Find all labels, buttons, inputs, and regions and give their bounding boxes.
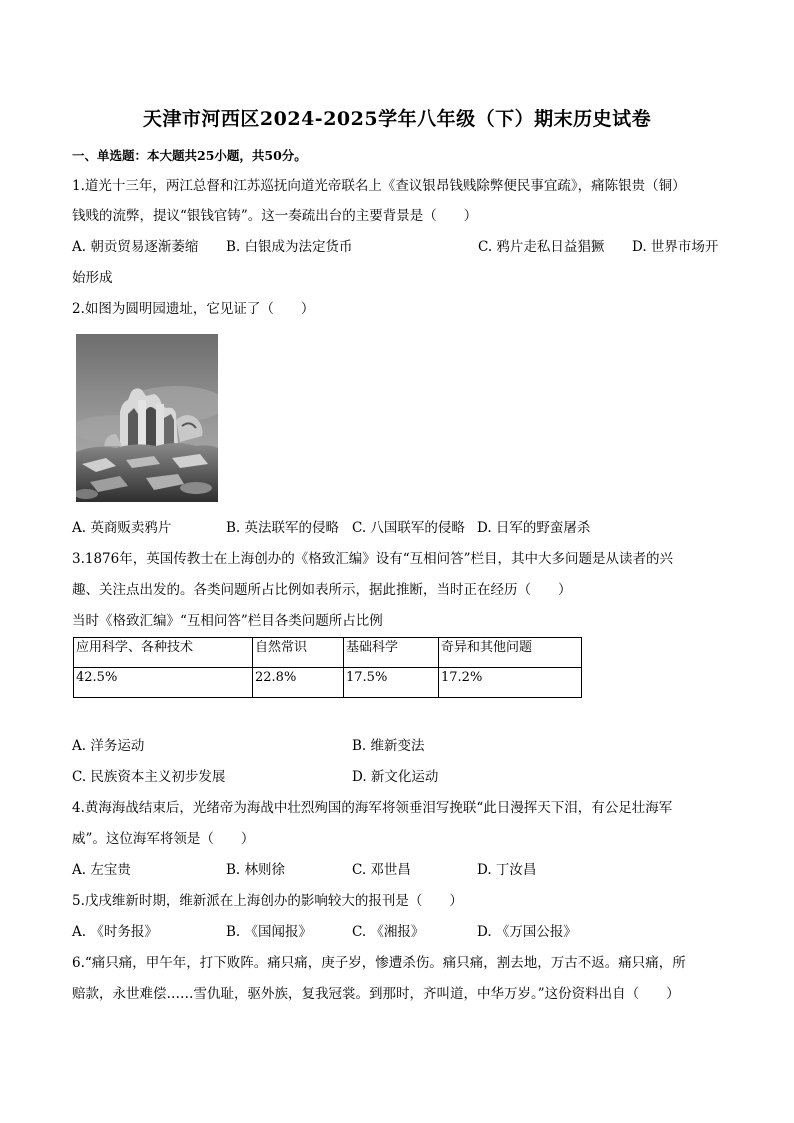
q4-stem-line2: 威”。这位海军将领是（ ） bbox=[72, 831, 255, 847]
table-cell: 17.5% bbox=[344, 668, 439, 698]
q2-option-a[interactable]: A. 英商贩卖鸦片 bbox=[72, 520, 172, 536]
q2-stem: 2.如图为圆明园遗址，它见证了（ ） bbox=[72, 301, 315, 317]
q3-option-a[interactable]: A. 洋务运动 bbox=[72, 738, 145, 754]
q5-option-b[interactable]: B. 《国闻报》 bbox=[226, 924, 313, 940]
exam-title: 天津市河西区2024-2025学年八年级（下）期末历史试卷 bbox=[142, 108, 652, 130]
q1-option-a[interactable]: A. 朝贡贸易逐渐萎缩 bbox=[72, 239, 199, 255]
table-cell: 42.5% bbox=[74, 668, 253, 698]
q3-option-b[interactable]: B. 维新变法 bbox=[352, 738, 425, 754]
q4-option-a[interactable]: A. 左宝贵 bbox=[72, 862, 131, 878]
q5-option-c[interactable]: C. 《湘报》 bbox=[352, 924, 425, 940]
table-header-cell: 自然常识 bbox=[253, 638, 344, 668]
q1-option-d-continued: 始形成 bbox=[72, 270, 113, 286]
q6-stem-line1: 6.“痛只痛，甲午年，打下败阵。痛只痛，庚子岁，惨遭杀伤。痛只痛，割去地，万古不返。痛只痛，所 bbox=[72, 955, 686, 971]
table-cell: 22.8% bbox=[253, 668, 344, 698]
q5-option-d[interactable]: D. 《万国公报》 bbox=[477, 924, 577, 940]
table-header-cell: 奇异和其他问题 bbox=[439, 638, 582, 668]
q6-stem-line2: 赔款，永世难偿……雪仇耻，驱外族，复我冠裳。到那时，齐叫道，中华万岁。”这份资料出自（ ） bbox=[72, 986, 680, 1002]
q3-table-caption: 当时《格致汇编》“互相问答”栏目各类问题所占比例 bbox=[72, 613, 383, 629]
yuanmingyuan-ruins-photo bbox=[76, 334, 218, 502]
q4-option-d[interactable]: D. 丁汝昌 bbox=[477, 862, 537, 878]
table-header-cell: 应用科学、各种技术 bbox=[74, 638, 253, 668]
table-header-cell: 基础科学 bbox=[344, 638, 439, 668]
q4-option-b[interactable]: B. 林则徐 bbox=[226, 862, 286, 878]
table-header-row bbox=[74, 638, 582, 668]
q2-option-d[interactable]: D. 日军的野蛮屠杀 bbox=[477, 520, 591, 536]
q3-option-c[interactable]: C. 民族资本主义初步发展 bbox=[72, 769, 226, 785]
q1-option-c[interactable]: C. 鸦片走私日益猖獗 bbox=[478, 239, 605, 255]
q1-stem-line1: 1.道光十三年，两江总督和江苏巡抚向道光帝联名上《查议银昂钱贱除弊便民事宜疏》，痛陈银贵（铜） bbox=[72, 178, 686, 194]
q1-option-b[interactable]: B. 白银成为法定货币 bbox=[226, 239, 353, 255]
table-row bbox=[74, 668, 582, 698]
q3-data-table bbox=[73, 637, 582, 698]
q4-option-c[interactable]: C. 邓世昌 bbox=[352, 862, 411, 878]
q3-stem-line2: 趣、关注点出发的。各类问题所占比例如表所示，据此推断，当时正在经历（ ） bbox=[72, 582, 572, 598]
section-heading: 一、单选题：本大题共25小题，共50分。 bbox=[72, 148, 307, 163]
table-cell: 17.2% bbox=[439, 668, 582, 698]
q4-stem-line1: 4.黄海海战结束后，光绪帝为海战中壮烈殉国的海军将领垂泪写挽联“此日漫挥天下泪，有公足壮海军 bbox=[72, 800, 673, 816]
q1-stem-line2: 钱贱的流弊，提议“银钱官铸”。这一奏疏出台的主要背景是（ ） bbox=[72, 208, 478, 224]
q5-stem: 5.戊戌维新时期，维新派在上海创办的影响较大的报刊是（ ） bbox=[72, 893, 463, 909]
q2-option-c[interactable]: C. 八国联军的侵略 bbox=[352, 520, 465, 536]
q3-option-d[interactable]: D. 新文化运动 bbox=[352, 769, 439, 785]
q5-option-a[interactable]: A. 《时务报》 bbox=[72, 924, 158, 940]
q3-stem-line1: 3.1876年，英国传教士在上海创办的《格致汇编》设有“互相问答”栏目，其中大多问题是从读者的兴 bbox=[72, 551, 674, 567]
q2-option-b[interactable]: B. 英法联军的侵略 bbox=[226, 520, 340, 536]
q1-option-d[interactable]: D. 世界市场开 bbox=[632, 239, 719, 255]
